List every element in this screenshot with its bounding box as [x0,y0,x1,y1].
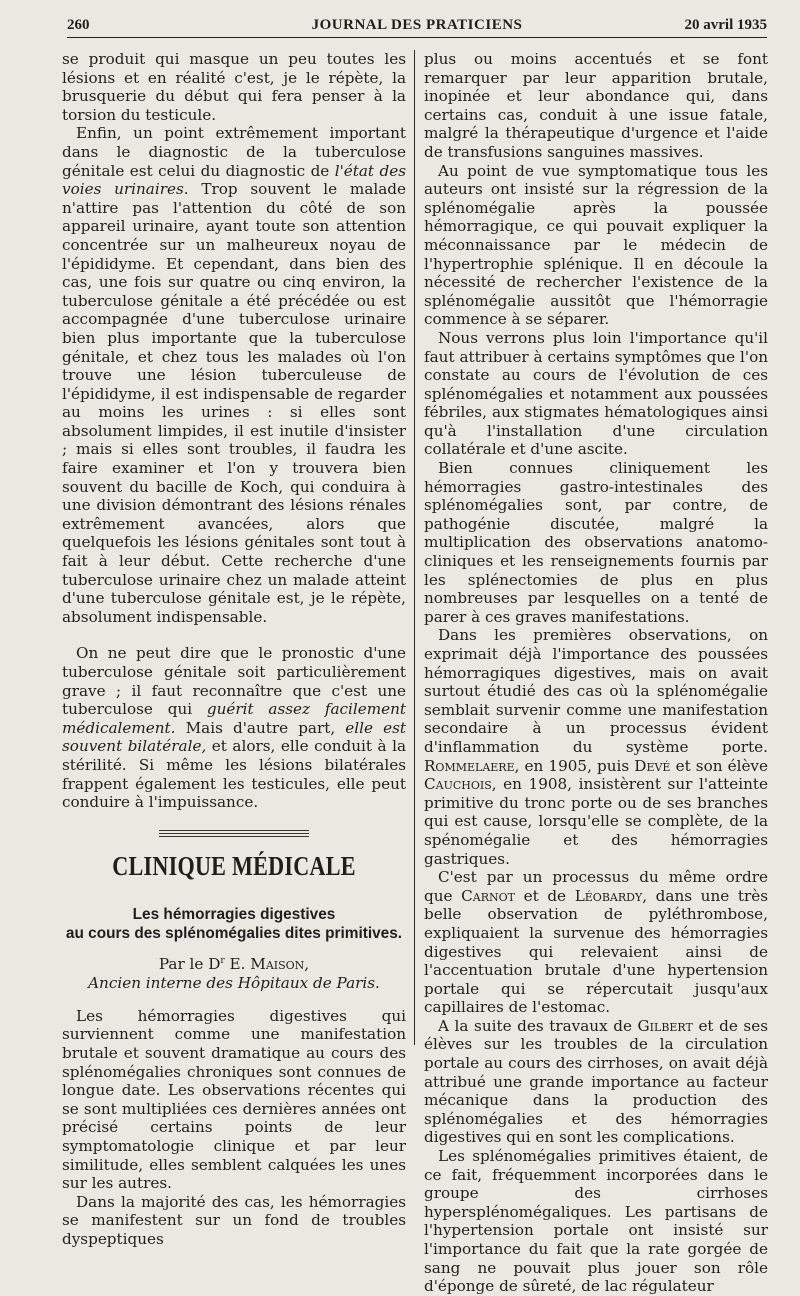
paragraph: A la suite des travaux de Gilbert et de ses élèves sur les troubles de la circulation portale au cours des cirrhoses, on avait déjà attribué une grande importance au facteur mécanique dans la production des splénomégalies et des hémorragies digestives qui en sont les complications. [424,1016,768,1147]
issue-date: 20 avril 1935 [684,17,767,33]
right-column [424,50,768,1296]
paragraph: Nous verrons plus loin l'importance qu'il faut attribuer à certains symptômes que l'on constate au cours de l'évolution de ces splénomégalies et notamment aux poussées fébriles, aux stigmates hématologiques ainsi qu'à l'installation d'une circulation collatérale et d'une ascite. [424,328,768,459]
paragraph: Enfin, un point extrêmement important dans le diagnostic de la tuberculose génitale est celui du diagnostic de l'état des voies urinaires. Trop souvent le malade n'attire pas l'attention du côté de son appareil urinaire, ayant toute son attention concentrée sur un malheureux noyau de l'épididyme. Et cependant, dans bien des cas, une fois sur quatre ou cinq environ, la tuberculose génitale a été précédée ou est accompagnée d'une tuberculose urinaire bien plus importante que la tuberculose génitale, et chez tous les malades où l'on trouve une lésion tuberculeuse de l'épididyme, il est indispensable de regarder au moins les urines : si elles sont absolument limpides, il est inutile d'insister ; mais si elles sont troubles, il faudra les faire examiner et l'on y trouvera bien souvent du bacille de Koch, qui conduira à une division démontrant des lésions rénales extrêmement avancées, alors que quelquefois les lésions génitales sont tout à fait à leur début. Cette recherche d'une tuberculose urinaire chez un malade atteint d'une tuberculose génitale est, je le répète, absolument indispensable. [62,124,406,626]
journal-title: JOURNAL DES PRATICIENS [311,17,523,33]
article-title: Les hémorragies digestives au cours des splénomégalies dites primitives. [65,905,403,942]
paragraph: se produit qui masque un peu toutes les lésions et en réalité c'est, je le répète, la brusquerie du début qui fera penser à la torsion du testicule. [62,50,406,124]
paragraph: Au point de vue symptomatique tous les auteurs ont insisté sur la régression de la splénomégalie après la poussée hémorragique, ce qui pouvait expliquer la méconnaissance par le médecin de l'hypertrophie splénique. Il en découle la nécessité de rechercher l'existence de la splénomégalie aussitôt que l'hémorragie commence à se séparer. [424,161,768,329]
running-head [67,15,767,38]
left-column [62,50,406,1249]
paragraph: C'est par un processus du même ordre que Carnot et de Léobardy, dans une très belle observation de pyléthrombose, expliquaient la survenue des hémorragies digestives qui relevaient ainsi de l'accentuation brutale d'une hypertension portale qui se répercutait jusqu'aux capillaires de l'estomac. [424,868,769,1017]
paragraph: plus ou moins accentués et se font remarquer par leur apparition brutale, inopinée et leur abondance qui, dans certains cas, conduit à une issue fatale, malgré la thérapeutique d'urgence et l'aide de transfusions sanguines massives. [424,50,768,161]
section-title: CLINIQUE MÉDICALE [112,850,356,881]
page-number: 260 [67,17,90,33]
paragraph: On ne peut dire que le pronostic d'une tuberculose génitale soit particulièrement grave ; il faut reconnaître que c'est une tuberculose qui guérit assez facilement médicalement. Mais d'autre part, elle est souvent bilatérale, et alors, elle conduit à la stérilité. Si même les lésions bilatérales frappent également les testicules, elle peut conduire à l'impuissance. [62,644,407,812]
paragraph: Bien connues cliniquement les hémorragies gastro-intestinales des splénomégalies sont, par contre, de pathogénie discutée, malgré la multiplication des observations anatomo-cliniques et les renseignements fournis par les splénectomies de plus en plus nombreuses par lesquelles on a tenté de parer à ces graves manifestations. [424,459,768,626]
byline: Par le $D^r$ E. Maison, [158,954,310,973]
paragraph: Les splénomégalies primitives étaient, de ce fait, fréquemment incorporées dans le groupe des cirrhoses hypersplénomégaliques. Les partisans de l'hypertension portale ont insisté sur l'importance du fait que la rate gorgée de sang ne pouvait plus jouer son rôle d'éponge de sûreté, de lac régulateur [424,1147,768,1296]
author-role: Ancien interne des Hôpitaux de Paris. [88,973,380,992]
paragraph: Les hémorragies digestives qui surviennent comme une manifestation brutale et souvent dramatique au cours des splénomégalies chroniques sont connues de longue date. Les observations récentes qui se sont multipliées ces dernières années ont précisé certains points de leur symptomatologie clinique et par leur similitude, elles semblent calquées les unes sur les autres. [62,1006,406,1193]
paragraph: Dans la majorité des cas, les hémorragies se manifestent sur un fond de troubles dyspeptiques [62,1192,406,1248]
paragraph: Dans les premières observations, on exprimait déjà l'importance des poussées hémorragiques digestives, mais on avait surtout étudié des cas où la splénomégalie semblait survenir comme une manifestation secondaire à un processus évident d'inflammation du système porte. Rommelaere, en 1905, puis Devé et son élève Cauchois, en 1908, insistèrent sur l'atteinte primitive du tronc porte ou de ses branches qui est cause, lorsqu'elle se complète, de la spénomégalie et des hémorragies gastriques. [424,626,769,868]
column-rule [414,50,415,1045]
section-divider [159,830,309,837]
